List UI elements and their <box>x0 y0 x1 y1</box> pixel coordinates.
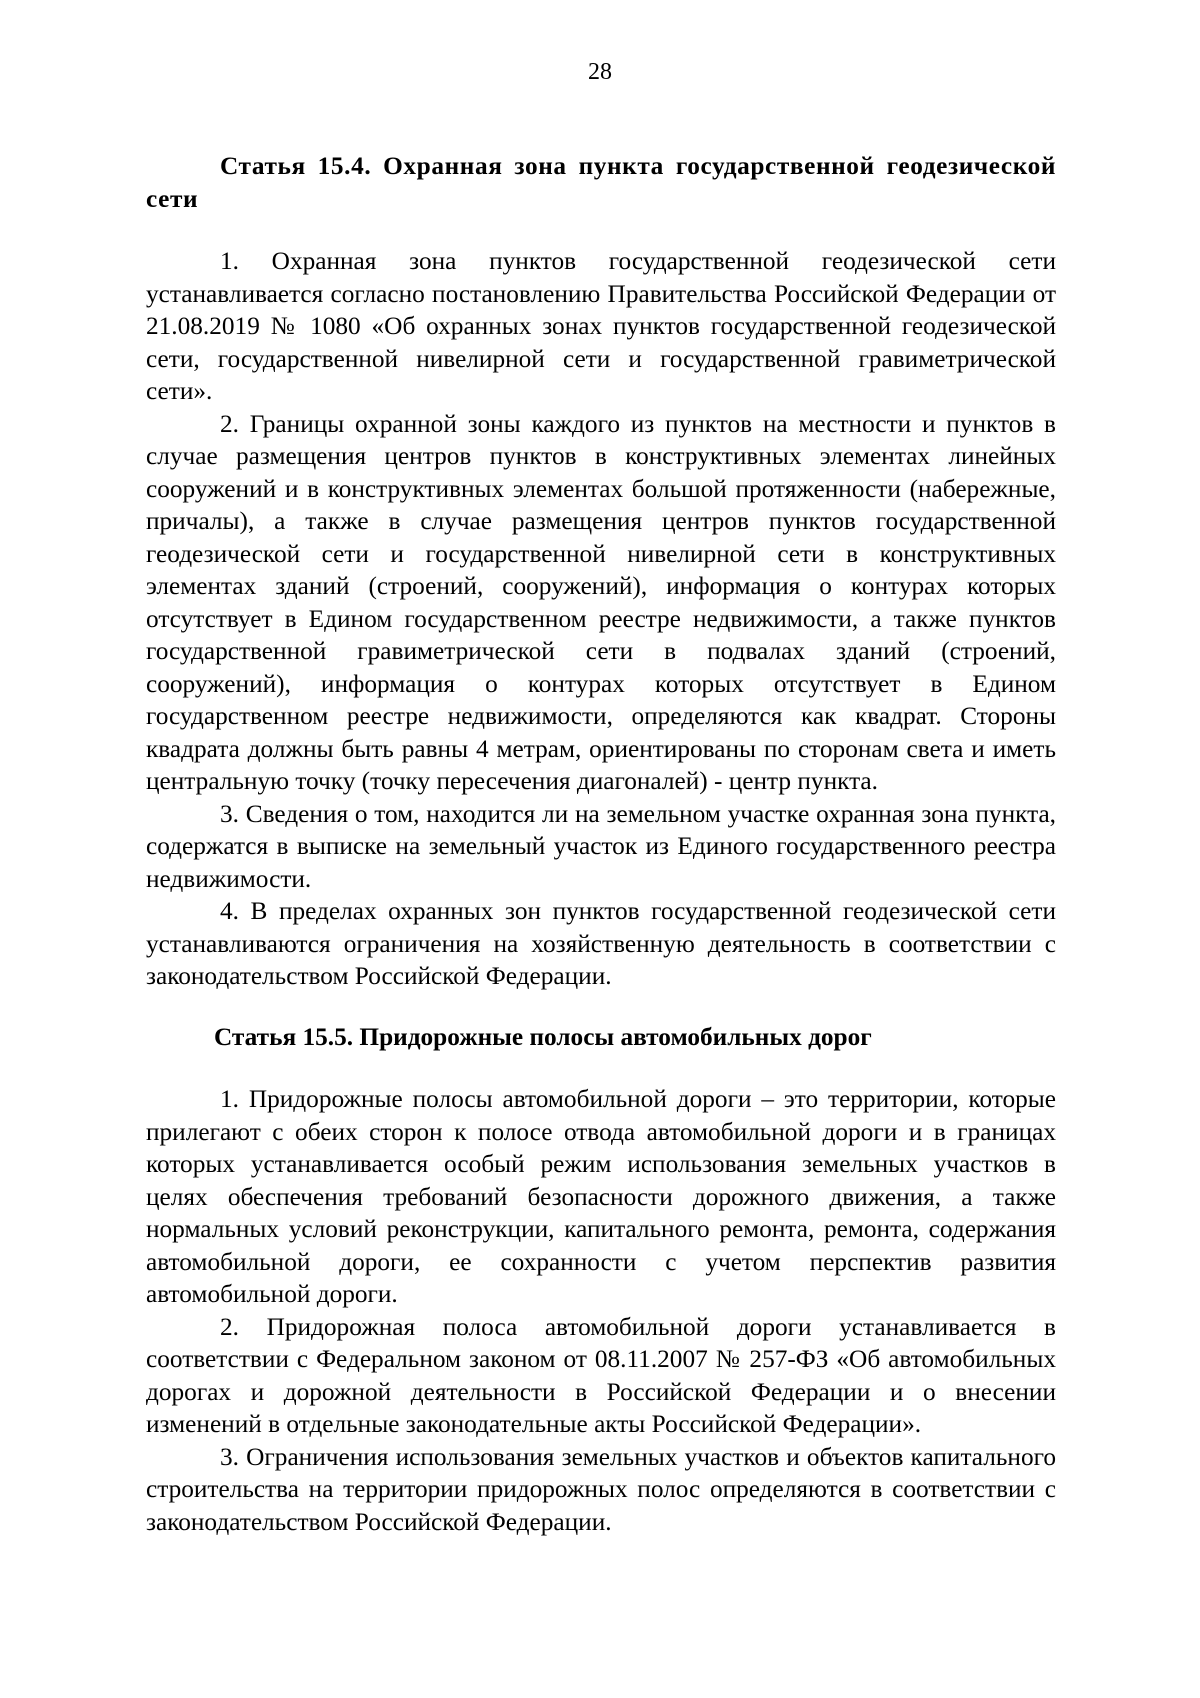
article-paragraph: 1. Охранная зона пунктов государственной геодезической сети устанавливается согласно постановлению Правительства Российской Федерации от 21.08.2019 № 1080 «Об охранных зонах пунктов государственной геодезической сети, государственной нивелирной сети и государственной гравиметрической сети». <box>146 247 1056 405</box>
article-title: Статья 15.4. Охранная зона пункта государственной геодезической сети <box>146 152 1056 213</box>
article-paragraph: 2. Придорожная полоса автомобильной дороги устанавливается в соответствии с Федеральном законом от 08.11.2007 № 257-ФЗ «Об автомобильных дорогах и дорожной деятельности в Российской Федерации и о внесении изменений в отдельные законодательные акты Российской Федерации». <box>146 1312 1056 1438</box>
article-title: Статья 15.5. Придорожные полосы автомобильных дорог <box>214 1022 872 1051</box>
article-paragraph: 3. Сведения о том, находится ли на земельном участке охранная зона пункта, содержатся в выписке на земельный участок из Единого государственного реестра недвижимости. <box>146 799 1056 893</box>
article-paragraph: 4. В пределах охранных зон пунктов государственной геодезической сети устанавливаются ограничения на хозяйственную деятельность в соответствии с законодательством Российской Федерации. <box>146 897 1056 990</box>
page-number: 28 <box>588 59 612 85</box>
article-paragraph: 1. Придорожные полосы автомобильной дороги – это территории, которые прилегают с обеих сторон к полосе отвода автомобильной дороги и в границах которых устанавливается особый режим использования земельных участков в целях обеспечения требований безопасности дорожного движения, а также нормальных условий реконструкции, капитального ремонта, ремонта, содержания автомобильной дороги, ее сохранности с учетом перспектив развития автомобильной дороги. <box>146 1085 1056 1308</box>
article-paragraph: 2. Границы охранной зоны каждого из пунктов на местности и пунктов в случае размещения центров пунктов в конструктивных элементах линейных сооружений и в конструктивных элементах большой протяженности (набережные, причалы), а также в случае размещения центров пунктов государственной геодезической сети и государственной нивелирной сети в конструктивных элементах зданий (строений, сооружений), информация о контурах которых отсутствует в Едином государственном реестре недвижимости, а также пунктов государственной гравиметрической сети в подвалах зданий (строений, сооружений), информация о контурах которых отсутствует в Едином государственном реестре недвижимости, определяются как квадрат. Стороны квадрата должны быть равны 4 метрам, ориентированы по сторонам света и иметь центральную точку (точку пересечения диагоналей) - центр пункта. <box>146 409 1056 795</box>
page-content <box>146 150 1056 1538</box>
article-15-4 <box>146 150 1056 993</box>
article-paragraph: 3. Ограничения использования земельных участков и объектов капитального строительства на территории придорожных полос определяются в соответствии с законодательством Российской Федерации. <box>146 1442 1056 1536</box>
article-15-5 <box>146 1021 1056 1539</box>
